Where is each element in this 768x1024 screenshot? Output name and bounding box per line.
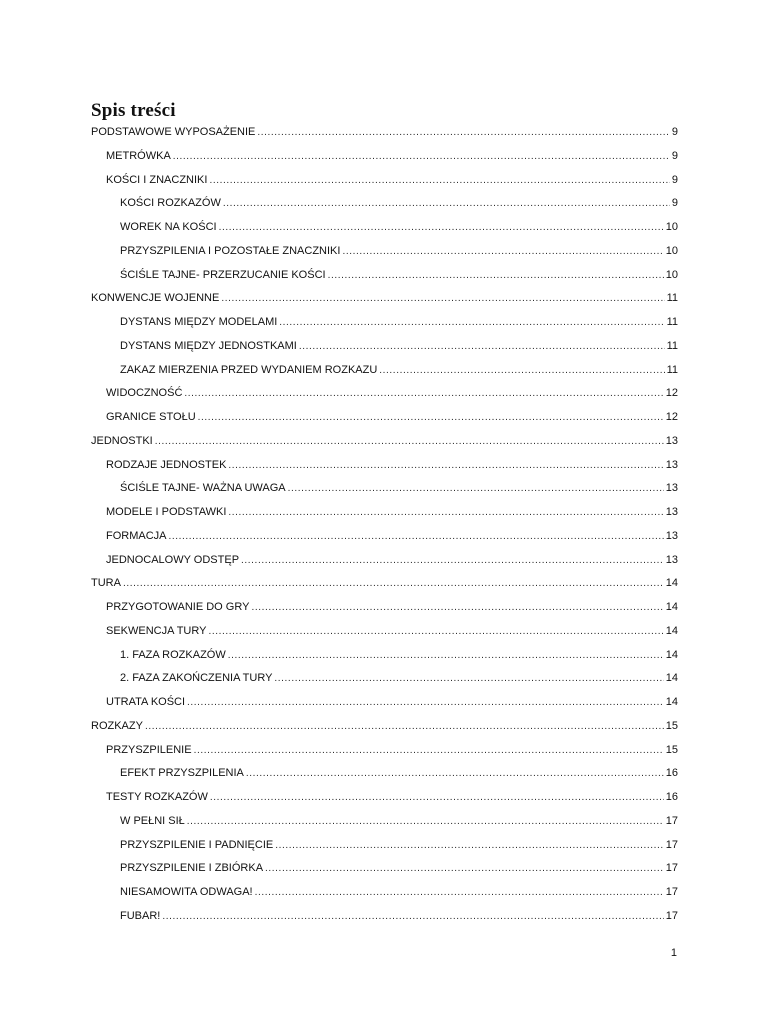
toc-entry-page: 11 [666, 363, 678, 376]
dot-leader [265, 857, 664, 881]
toc-entry[interactable] [91, 359, 678, 383]
toc-entry-page: 13 [665, 529, 678, 542]
toc-entry-label: JEDNOSTKI [91, 434, 153, 447]
toc-entry[interactable] [91, 169, 678, 193]
toc-entry-label: SEKWENCJA TURY [106, 624, 207, 637]
toc-entry[interactable] [91, 620, 678, 644]
toc-entry-page: 11 [666, 339, 678, 352]
toc-entry[interactable] [91, 786, 678, 810]
toc-title: Spis treści [91, 100, 176, 121]
toc-entry[interactable] [91, 454, 678, 478]
toc-entry[interactable] [91, 905, 678, 929]
toc-entry-page: 9 [671, 173, 678, 186]
toc-entry-page: 13 [665, 506, 678, 518]
toc-entry-label: KOŚCI I ZNACZNIKI [106, 173, 208, 186]
dot-leader [379, 359, 664, 383]
dot-leader [241, 549, 664, 573]
toc-entry-page: 17 [665, 862, 678, 875]
toc-entry-label: ZAKAZ MIERZENIA PRZED WYDANIEM ROZKAZU [120, 363, 378, 376]
toc-entry[interactable] [91, 145, 678, 169]
dot-leader [221, 287, 664, 311]
toc-entry-page: 9 [671, 197, 678, 210]
toc-entry-label: ŚCIŚLE TAJNE- WAŻNA UWAGA [120, 482, 286, 495]
toc-entry-page: 17 [665, 909, 678, 922]
toc-entry-label: METRÓWKA [106, 149, 171, 162]
toc-entry-page: 10 [665, 244, 678, 257]
toc-entry-label: GRANICE STOŁU [106, 411, 196, 423]
dot-leader [184, 382, 663, 406]
dot-leader [342, 240, 663, 264]
toc-entry-label: KONWENCJE WOJENNE [91, 292, 220, 305]
dot-leader [155, 430, 664, 454]
dot-leader [255, 881, 664, 905]
dot-leader [279, 311, 664, 335]
toc-entry-label: DYSTANS MIĘDZY JEDNOSTKAMI [120, 339, 297, 352]
toc-entry-page: 10 [665, 221, 678, 233]
toc-entry-page: 9 [671, 126, 678, 138]
toc-list [91, 121, 678, 929]
dot-leader [210, 786, 664, 810]
toc-entry-label: PODSTAWOWE WYPOSAŻENIE [91, 126, 256, 138]
dot-leader [187, 810, 664, 834]
toc-entry-label: TESTY ROZKAZÓW [106, 791, 208, 803]
toc-entry-label: TURA [91, 577, 121, 590]
dot-leader [187, 691, 664, 715]
toc-entry-label: MODELE I PODSTAWKI [106, 506, 227, 518]
toc-entry-label: EFEKT PRZYSZPILENIA [120, 767, 244, 780]
dot-leader [228, 644, 664, 668]
toc-entry-page: 16 [665, 791, 678, 803]
toc-entry-page: 14 [665, 601, 678, 613]
toc-entry-label: RODZAJE JEDNOSTEK [106, 458, 227, 471]
dot-leader [257, 121, 669, 145]
toc-entry[interactable] [91, 406, 678, 430]
toc-entry-page: 17 [665, 886, 678, 898]
toc-entry[interactable] [91, 549, 678, 573]
dot-leader [208, 620, 663, 644]
toc-entry-label: KOŚCI ROZKAZÓW [120, 197, 221, 210]
dot-leader [274, 667, 663, 691]
dot-leader [209, 169, 669, 193]
dot-leader [288, 477, 664, 501]
toc-entry[interactable] [91, 715, 678, 739]
toc-entry[interactable] [91, 501, 678, 525]
dot-leader [228, 454, 663, 478]
toc-entry-page: 15 [665, 743, 678, 756]
toc-entry-label: PRZYSZPILENIA I POZOSTAŁE ZNACZNIKI [120, 244, 341, 257]
toc-entry-page: 9 [671, 149, 678, 162]
toc-entry[interactable] [91, 810, 678, 834]
toc-entry-page: 14 [665, 577, 678, 590]
toc-entry-page: 13 [665, 434, 678, 447]
toc-entry-label: PRZYSZPILENIE I PADNIĘCIE [120, 838, 274, 851]
toc-entry-page: 11 [666, 292, 678, 305]
toc-entry[interactable] [91, 192, 678, 216]
toc-entry[interactable] [91, 644, 678, 668]
toc-entry-label: WIDOCZNOŚĆ [106, 387, 183, 400]
dot-leader [162, 905, 663, 929]
toc-entry[interactable] [91, 834, 678, 858]
dot-leader [145, 715, 664, 739]
toc-entry-page: 14 [665, 648, 678, 661]
dot-leader [173, 145, 670, 169]
toc-entry-page: 14 [665, 696, 678, 708]
toc-entry-page: 13 [665, 482, 678, 495]
toc-entry[interactable] [91, 216, 678, 240]
toc-entry[interactable] [91, 240, 678, 264]
toc-entry-page: 12 [665, 387, 678, 400]
toc-entry[interactable] [91, 691, 678, 715]
toc-entry[interactable] [91, 881, 678, 905]
toc-entry[interactable] [91, 477, 678, 501]
toc-entry[interactable] [91, 311, 678, 335]
toc-entry[interactable] [91, 335, 678, 359]
toc-entry-label: WOREK NA KOŚCI [120, 221, 217, 233]
toc-entry[interactable] [91, 739, 678, 763]
dot-leader [251, 596, 663, 620]
toc-entry-page: 17 [665, 814, 678, 827]
toc-entry-label: DYSTANS MIĘDZY MODELAMI [120, 316, 278, 328]
dot-leader [123, 572, 664, 596]
toc-entry[interactable] [91, 264, 678, 288]
page-number: 1 [670, 947, 677, 959]
toc-entry-label: PRZYSZPILENIE [106, 743, 192, 756]
toc-entry-page: 13 [665, 458, 678, 471]
dot-leader [246, 762, 664, 786]
toc-entry-label: 2. FAZA ZAKOŃCZENIA TURY [120, 672, 273, 685]
toc-entry-label: UTRATA KOŚCI [106, 696, 186, 708]
toc-entry-label: ŚCIŚLE TAJNE- PRZERZUCANIE KOŚCI [120, 268, 326, 281]
toc-entry-page: 14 [665, 672, 678, 685]
dot-leader [169, 525, 664, 549]
toc-entry-page: 12 [665, 411, 678, 423]
toc-entry-label: FUBAR! [120, 909, 161, 922]
toc-entry[interactable] [91, 287, 678, 311]
dot-leader [198, 406, 664, 430]
toc-entry-page: 11 [666, 316, 678, 328]
toc-entry-label: 1. FAZA ROZKAZÓW [120, 648, 226, 661]
toc-entry-label: ROZKAZY [91, 719, 143, 732]
toc-entry[interactable] [91, 596, 678, 620]
toc-entry-label: PRZYSZPILENIE I ZBIÓRKA [120, 862, 264, 875]
toc-entry-label: PRZYGOTOWANIE DO GRY [106, 601, 250, 613]
toc-entry-page: 14 [665, 624, 678, 637]
toc-entry[interactable] [91, 121, 678, 145]
toc-entry-page: 17 [665, 838, 678, 851]
toc-entry-label: FORMACJA [106, 529, 167, 542]
toc-entry-page: 13 [665, 553, 678, 566]
toc-entry-page: 16 [665, 767, 678, 780]
toc-entry[interactable] [91, 762, 678, 786]
toc-entry-page: 10 [665, 268, 678, 281]
dot-leader [275, 834, 664, 858]
toc-entry[interactable] [91, 430, 678, 454]
dot-leader [194, 739, 664, 763]
toc-entry-label: W PEŁNI SIŁ [120, 814, 185, 827]
toc-entry[interactable] [91, 667, 678, 691]
toc-entry-page: 15 [665, 719, 678, 732]
dot-leader [223, 192, 670, 216]
dot-leader [299, 335, 665, 359]
toc-entry[interactable] [91, 382, 678, 406]
toc-entry[interactable] [91, 572, 678, 596]
dot-leader [228, 501, 663, 525]
dot-leader [328, 264, 664, 288]
toc-entry[interactable] [91, 857, 678, 881]
toc-entry[interactable] [91, 525, 678, 549]
toc-entry-label: JEDNOCALOWY ODSTĘP [106, 553, 240, 566]
toc-entry-label: NIESAMOWITA ODWAGA! [120, 886, 253, 898]
dot-leader [219, 216, 664, 240]
